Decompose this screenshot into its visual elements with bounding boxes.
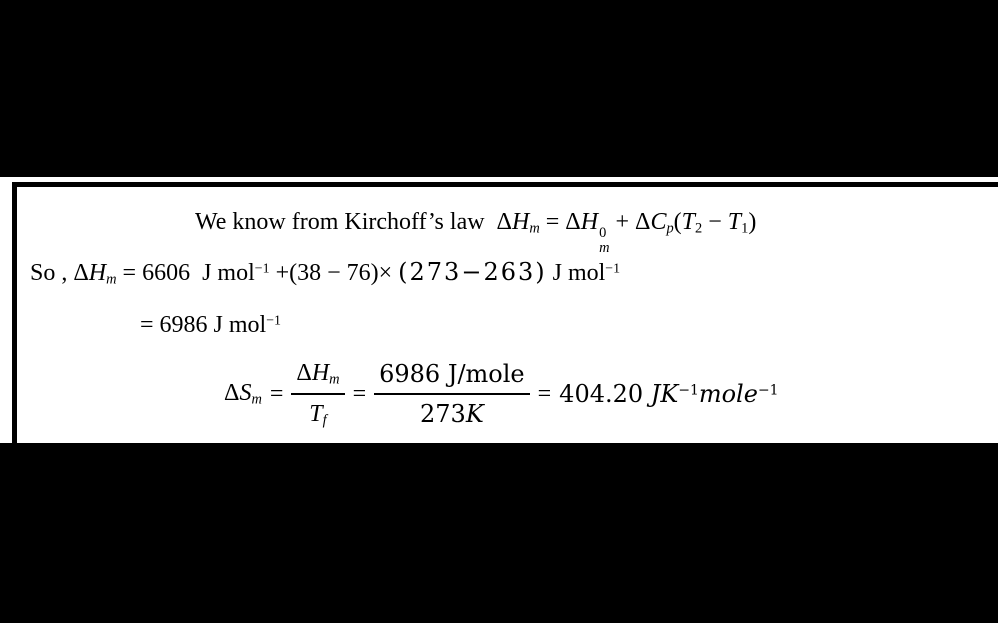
math-subscript: m	[106, 271, 117, 288]
math-token: Δ	[73, 260, 89, 286]
math-superscript: −1	[266, 313, 282, 329]
math-token: Δ	[565, 209, 581, 235]
math-token: )	[748, 209, 757, 235]
math-token: C	[650, 209, 667, 235]
math-superscript: −1	[254, 261, 270, 277]
math-subscript: 1	[741, 220, 749, 237]
math-token: Δ	[496, 209, 512, 235]
math-token: T	[681, 209, 696, 235]
math-token: =	[269, 380, 284, 407]
math-token: =	[537, 380, 552, 407]
fraction-6986-over-273	[374, 359, 530, 429]
line-dsm-calculation	[224, 358, 778, 429]
math-token: =	[352, 380, 367, 407]
fraction-numerator: 6986 J/mole	[374, 359, 530, 395]
panel-border-top	[12, 182, 998, 187]
dsm-symbol: $\Delta S_m$	[224, 380, 262, 408]
math-superscript: −1	[605, 261, 621, 277]
math-token: = 6986 J mol	[140, 312, 267, 338]
math-superscript: 0	[599, 224, 607, 241]
fraction-dhm-over-tf	[291, 358, 344, 429]
math-subscript: p	[666, 220, 674, 237]
math-token: +(38 − 76)×	[269, 260, 399, 286]
math-token: H	[88, 260, 107, 286]
math-token: −	[702, 209, 728, 235]
line-dhm-result	[140, 310, 281, 340]
math-token: (273−263)	[398, 258, 547, 286]
math-token: J mol	[546, 260, 606, 286]
math-subscript: 2	[695, 220, 703, 237]
math-token: T	[727, 209, 742, 235]
math-token: = 6606 J mol	[116, 260, 255, 286]
fraction-denominator: 273K	[420, 399, 484, 428]
solution-panel	[0, 177, 998, 443]
entropy-result: 404.20 $JK^{-1}mole^{-1}$	[559, 379, 779, 408]
math-token: H	[580, 209, 599, 235]
kirchoff-law-equation	[496, 209, 757, 257]
panel-border-left	[12, 182, 17, 443]
kirchoff-law-text: We know from Kirchoff’s law	[195, 209, 485, 235]
math-token: H	[511, 209, 530, 235]
math-token: =	[539, 209, 566, 235]
math-token: (	[673, 209, 682, 235]
math-supsub	[599, 226, 609, 256]
math-token: So ,	[30, 260, 74, 286]
math-token: +	[609, 209, 636, 235]
fraction-denominator: $T_f$	[309, 400, 327, 429]
fraction-numerator: $\Delta H_m$	[291, 358, 344, 395]
line-dhm-substitution	[30, 257, 620, 289]
math-subscript: m	[529, 220, 540, 237]
math-subscript: m	[599, 240, 610, 257]
line-kirchoff-law	[195, 207, 756, 256]
math-token: Δ	[635, 209, 651, 235]
